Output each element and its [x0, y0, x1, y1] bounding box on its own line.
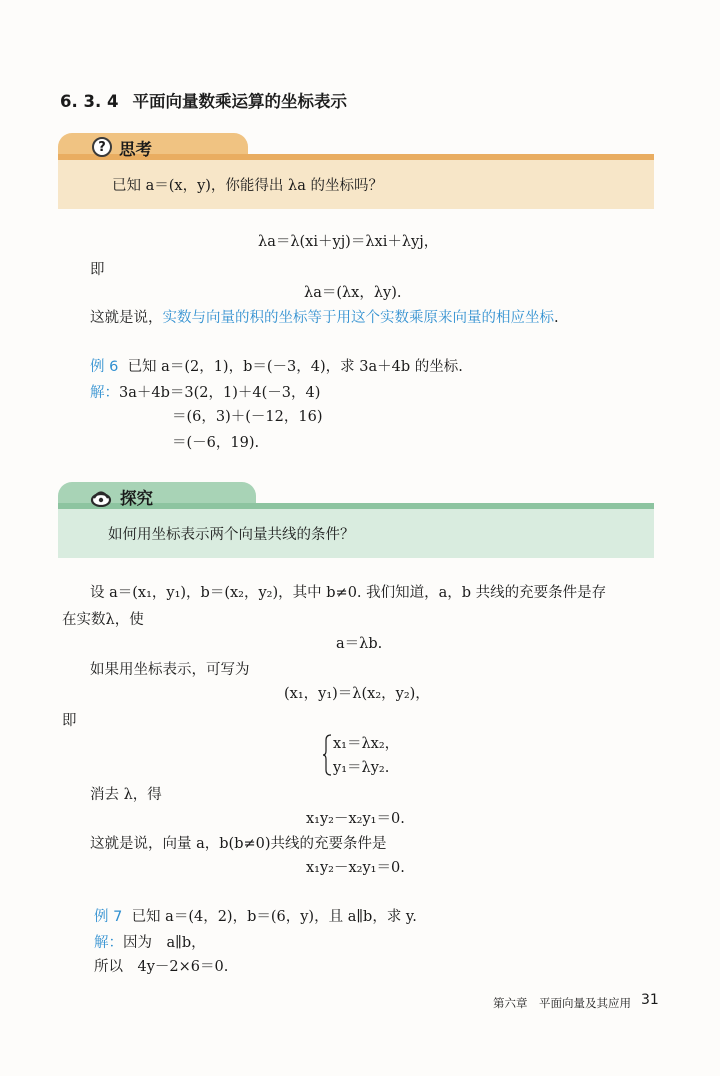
- example-6-solution: [90, 383, 320, 403]
- eliminate-lambda: 消去 λ，得: [90, 787, 162, 803]
- equation-result-2: x₁y₂－x₂y₁＝0.: [306, 860, 405, 876]
- equation-a-lambda-b: a＝λb.: [336, 636, 383, 652]
- section-heading: 平面向量数乘运算的坐标表示: [132, 92, 347, 111]
- explore-label: 探究: [120, 489, 153, 508]
- example-7-label: 例 7: [94, 909, 123, 925]
- example-7-solution: [94, 933, 206, 953]
- example-6-statement: 已知 a＝(2，1)，b＝(－3，4)，求 3a＋4b 的坐标.: [127, 359, 463, 375]
- solution-6-step1: 3a＋4b＝3(2，1)＋4(－3，4): [119, 385, 321, 401]
- equation-coord-form: (x₁，y₁)＝λ(x₂，y₂)，: [284, 686, 430, 702]
- page-number: 31: [641, 992, 659, 1008]
- conclusion-suffix: .: [554, 310, 559, 326]
- collinear-conclusion: 这就是说，向量 a，b(b≠0)共线的充要条件是: [90, 836, 387, 852]
- section-title: [60, 88, 347, 112]
- example-7: [94, 907, 417, 927]
- collinear-para1-line1: 设 a＝(x₁，y₁)，b＝(x₂，y₂)，其中 b≠0. 我们知道，a，b 共线的充要条件是存: [90, 585, 607, 601]
- think-question: 已知 a＝(x，y)，你能得出 λa 的坐标吗？: [112, 178, 383, 194]
- solution-7-step2: 所以 4y－2×6＝0.: [94, 959, 229, 975]
- equation-lambda-a-coords: λa＝(λx，λy).: [304, 285, 402, 301]
- think-label: 思考: [119, 140, 152, 159]
- example-7-statement: 已知 a＝(4，2)，b＝(6，y)，且 a∥b，求 y.: [131, 909, 417, 925]
- word-ji: 即: [90, 262, 105, 278]
- word-ji-2: 即: [62, 713, 77, 729]
- example-6: [90, 357, 463, 377]
- solution-7-step1: 因为 a∥b，: [123, 935, 206, 951]
- equation-result-1: x₁y₂－x₂y₁＝0.: [306, 811, 405, 827]
- collinear-para1-line2: 在实数λ，使: [62, 612, 144, 628]
- conclusion-highlight: 实数与向量的积的坐标等于用这个实数乘原来向量的相应坐标: [162, 310, 554, 326]
- example-6-label: 例 6: [90, 359, 119, 375]
- section-number: 6. 3. 4: [60, 92, 119, 111]
- equation-lambda-a: λa＝λ(xi＋yj)＝λxi＋λyj，: [258, 234, 439, 250]
- solution-6-label: 解：: [90, 385, 119, 401]
- solution-6-step3: ＝(－6，19).: [172, 435, 260, 451]
- explore-question: 如何用坐标表示两个向量共线的条件？: [108, 527, 355, 543]
- collinear-para2: 如果用坐标表示，可写为: [90, 662, 250, 678]
- system-eq1: x₁＝λx₂，: [333, 736, 400, 752]
- solution-6-step2: ＝(6，3)＋(－12，16): [172, 409, 323, 425]
- solution-7-label: 解：: [94, 935, 123, 951]
- derivation-conclusion: [90, 308, 559, 328]
- system-brace: [322, 734, 332, 776]
- system-eq2: y₁＝λy₂.: [333, 760, 390, 776]
- conclusion-prefix: 这就是说，: [90, 310, 163, 326]
- explore-icon: [90, 487, 112, 507]
- question-icon: ?: [92, 137, 112, 157]
- footer-chapter: 第六章 平面向量及其应用: [493, 996, 631, 1010]
